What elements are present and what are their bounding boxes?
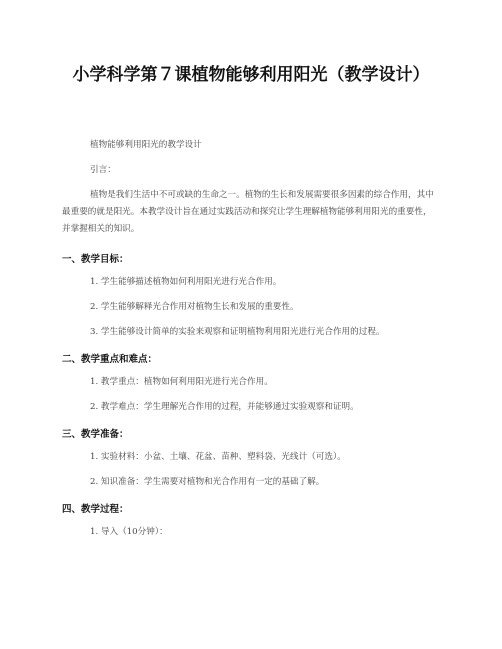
keypoint-item: 1. 教学重点：植物如何利用阳光进行光合作用。 (90, 377, 273, 387)
intro-label: 引言： (90, 165, 116, 175)
section-heading-keypoints: 二、教学重点和难点： (62, 354, 158, 365)
section-heading-preparation: 三、教学准备： (62, 429, 129, 440)
objective-item: 3. 学生能够设计简单的实验来观察和证明植物利用阳光进行光合作用的过程。 (90, 327, 385, 337)
preparation-item: 2. 知识准备：学生需要对植物和光合作用有一定的基础了解。 (90, 477, 325, 487)
preparation-item: 1. 实验材料：小盆、土壤、花盆、苗种、塑料袋、光线计（可选）。 (90, 452, 346, 462)
keypoint-item: 2. 教学难点：学生理解光合作用的过程，并能够通过实验观察和证明。 (90, 402, 359, 412)
intro-paragraph: 植物是我们生活中不可或缺的生命之一。植物的生长和发展需要很多因素的综合作用，其中最重要的就是阳光。本教学设计旨在通过实践活动和探究让学生理解植物能够利用阳光的重要性，并掌握相关的知识。 (62, 190, 434, 234)
section-heading-objectives: 一、教学目标： (62, 254, 129, 265)
objective-item: 1. 学生能够描述植物如何利用阳光进行光合作用。 (90, 277, 282, 287)
document-title: 小学科学第７课植物能够利用阳光（教学设计） (72, 65, 430, 85)
process-item: 1. 导入（10分钟）： (90, 527, 168, 537)
section-heading-process: 四、教学过程： (62, 504, 129, 515)
objective-item: 2. 学生能够解释光合作用对植物生长和发展的重要性。 (90, 302, 299, 312)
subtitle-line: 植物能够利用阳光的教学设计 (90, 140, 202, 150)
